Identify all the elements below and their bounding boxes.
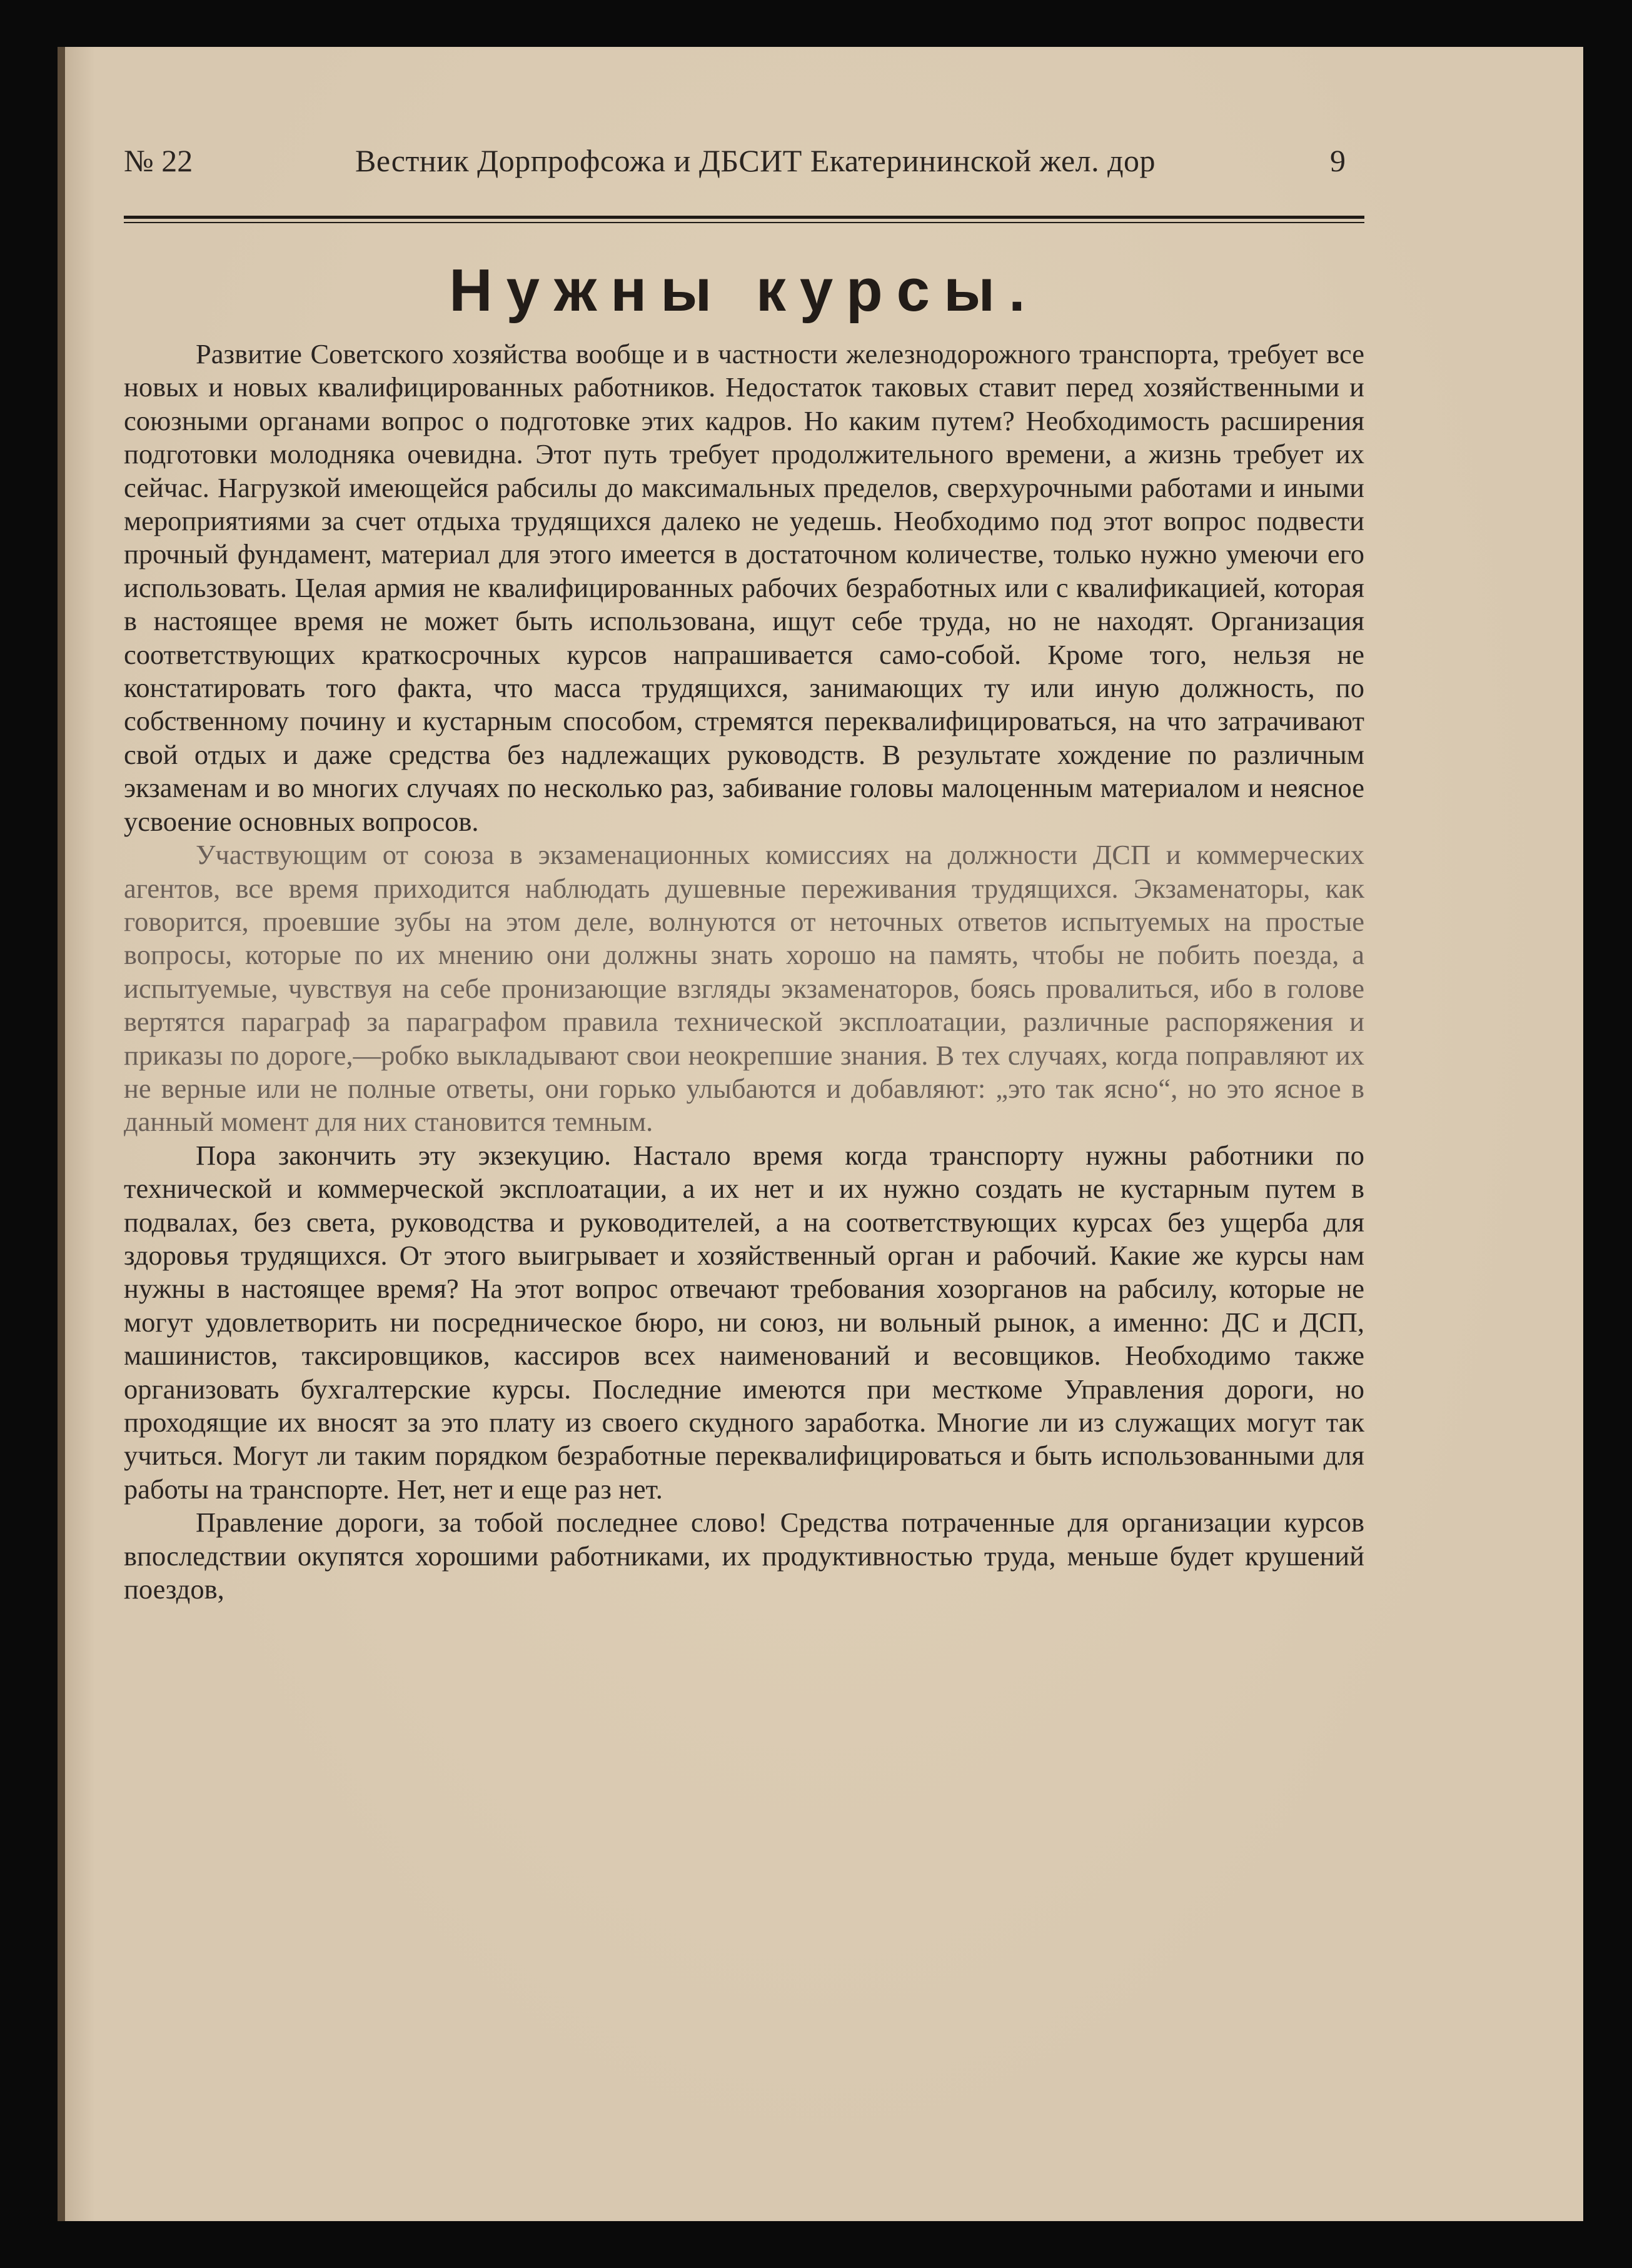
journal-title: Вестник Дорпрофсожа и ДБСИТ Екатерининской жел. дор bbox=[355, 143, 1156, 178]
page-number: 9 bbox=[1330, 143, 1346, 178]
header-rule-thick bbox=[124, 216, 1364, 219]
article-title: Нужны курсы. bbox=[449, 257, 1039, 324]
page-spine-edge bbox=[58, 47, 65, 2221]
issue-number: № 22 bbox=[124, 143, 193, 178]
article-paragraph: Правление дороги, за тобой последнее слово! Средства потраченные для организации курсов впоследствии окупятся хорошими работниками, их продуктивностью труда, меньше будет крушений поездов, bbox=[124, 1507, 1364, 1605]
article-paragraph: Пора закончить эту экзекуцию. Настало время когда транспорту нужны работники по технической и коммерческой эксплоатации, а их нет и их нужно создать не кустарным путем в подвалах, без света, руководства и руководителей, а на соответствующих курсах без ущерба для здоровья трудящихся. От этого выигрывает и хозяйственный орган и рабочий. Какие же курсы нам нужны в настоящее время? На этот вопрос отвечают требования хозорганов на рабсилу, которые не могут удовлетворить ни посредническое бюро, ни союз, ни вольный рынок, а именно: ДС и ДСП, машинистов, таксировщиков, кассиров всех наименований и весовщиков. Необходимо также организовать бухгалтерские курсы. Последние имеются при месткоме Управления дороги, но проходящие их вносят за это плату из своего скудного заработка. Многие ли из служащих могут так учиться. Могут ли таким порядком безработные переквалифицироваться и быть использованными для работы на транспорте. Нет, нет и еще раз нет. bbox=[124, 1139, 1364, 1505]
article-paragraph: Участвующим от союза в экзаменационных комиссиях на должности ДСП и коммерческих агентов, все время приходится наблюдать душевные переживания трудящихся. Экзаменаторы, как говорится, проевшие зубы на этом деле, волнуются от неточных ответов испытуемых на простые вопросы, которые по их мнению они должны знать хорошо на память, чтобы не побить поезда, а испытуемые, чувствуя на себе пронизающие взгляды экзаменаторов, боясь провалиться, ибо в голове вертятся параграф за параграфом правила технической эксплоатации, различные распоряжения и приказы по дороге,—робко выкладывают свои неокрепшие знания. В тех случаях, когда поправляют их не верные или не полные ответы, они горько улыбаются и добавляют: „это так ясно“, но это ясное в данный момент для них становится темным. bbox=[124, 839, 1364, 1138]
header-rule-thin bbox=[124, 222, 1364, 223]
page-header bbox=[124, 131, 1364, 188]
article-paragraph: Развитие Советского хозяйства вообще и в частности железнодорожного транспорта, требует все новых и новых квалифицированных работников. Недостаток таковых ставит перед хозяйственными и союзными органами вопрос о подготовке этих кадров. Но каким путем? Необходимость расширения подготовки молодняка очевидна. Этот путь требует продолжительного времени, а жизнь требует их сейчас. Нагрузкой имеющейся рабсилы до максимальных пределов, сверхурочными работами и иными мероприятиями за счет отдыха трудящихся далеко не уедешь. Необходимо под этот вопрос подвести прочный фундамент, материал для этого имеется в достаточном количестве, только нужно умеючи его использовать. Целая армия не квалифицированных рабочих безработных или с квалификацией, которая в настоящее время не может быть использована, ищут себе труда, но не находят. Организация соответствующих краткосрочных курсов напрашивается само-собой. Кроме того, нельзя не констатировать того факта, что масса трудящихся, занимающих ту или иную должность, по собственному почину и кустарным способом, стремятся переквалифицироваться, на что затрачивают свой отдых и даже средства без надлежащих руководств. В результате хождение по различным экзаменам и во многих случаях по несколько раз, забивание головы малоценным материалом и неясное усвоение основных вопросов. bbox=[124, 338, 1364, 837]
article-body bbox=[124, 338, 1364, 1606]
